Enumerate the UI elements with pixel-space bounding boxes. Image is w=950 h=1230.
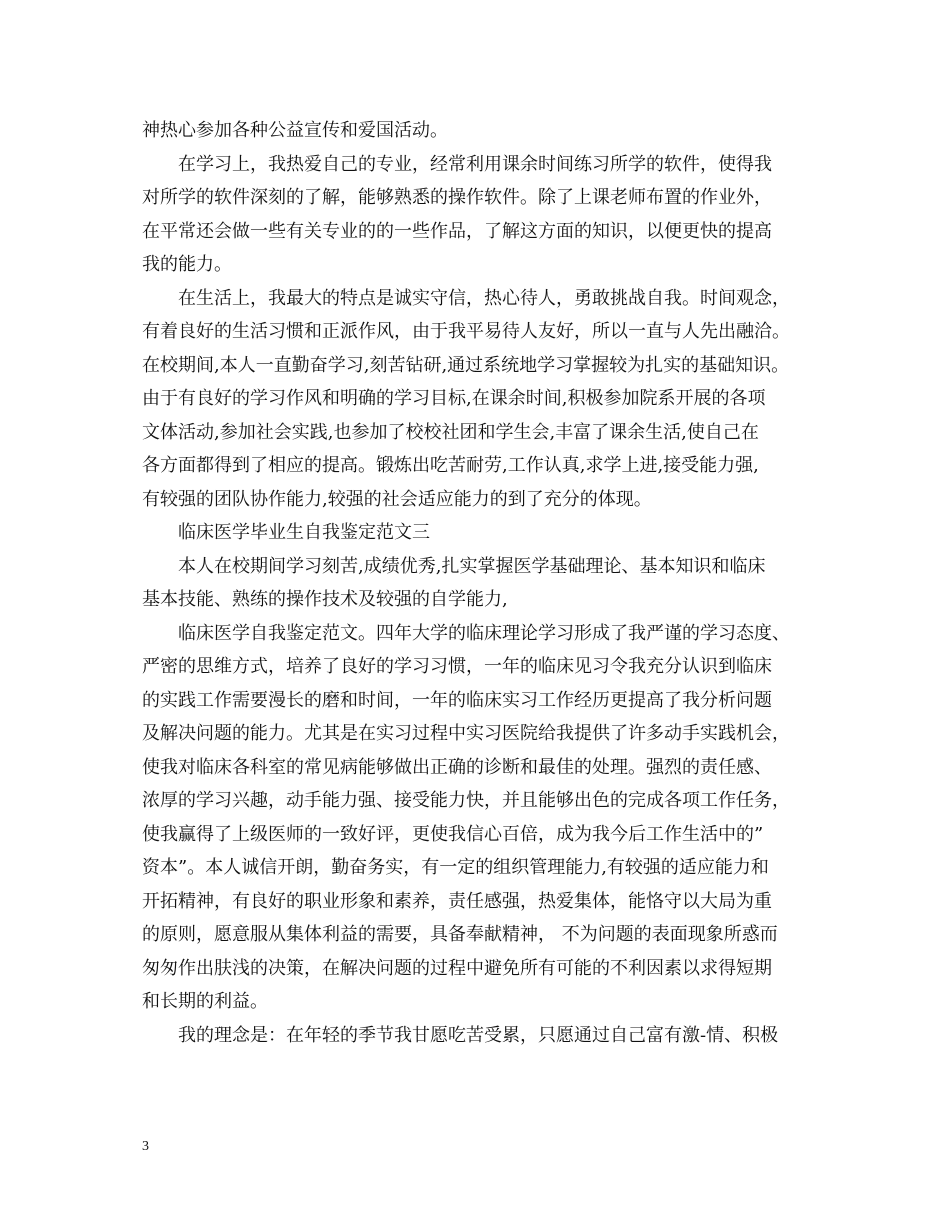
text-line: 本人在校期间学习刻苦,成绩优秀,扎实掌握医学基础理论、基本知识和临床 [178,555,766,577]
text-line: 使我赢得了上级医师的一致好评，更使我信心百倍，成为我今后工作生活中的” [142,823,764,845]
text-line: 文体活动,参加社会实践,也参加了校校社团和学生会,丰富了课余生活,使自己在 [142,421,759,443]
text-line: 使我对临床各科室的常见病能够做出正确的诊断和最佳的处理。强烈的责任感、 [142,756,772,778]
text-line: 临床医学毕业生自我鉴定范文三 [178,522,430,543]
text-line: 及解决问题的能力。尤其是在实习过程中实习医院给我提供了许多动手实践机会， [142,723,790,744]
text-line: 在生活上，我最大的特点是诚实守信，热心待人，勇敢挑战自我。时间观念， [178,287,790,309]
text-line: 各方面都得到了相应的提高。锻炼出吃苦耐劳,工作认真,求学上进,接受能力强, [142,455,759,476]
page-number: 3 [142,1139,149,1154]
text-line: 开拓精神，有良好的职业形象和素养，责任感强，热爱集体，能恪守以大局为重 [142,890,772,912]
text-line: 匆匆作出肤浅的决策，在解决问题的过程中避免所有可能的不利因素以求得短期 [142,957,772,979]
text-line: 我的能力。 [142,254,232,275]
text-line: 资本”。本人诚信开朗，勤奋务实，有一定的组织管理能力,有较强的适应能力和 [142,857,769,878]
text-line: 对所学的软件深刻的了解，能够熟悉的操作软件。除了上课老师布置的作业外， [142,187,772,208]
text-line: 有较强的团队协作能力,较强的社会适应能力的到了充分的体现。 [142,488,652,510]
text-line: 的实践工作需要漫长的磨和时间，一年的临床实习工作经历更提高了我分析问题 [142,689,772,711]
text-line: 在学习上，我热爱自己的专业，经常利用课余时间练习所学的软件，使得我 [178,153,772,175]
text-line: 有着良好的生活习惯和正派作风，由于我平易待人友好，所以一直与人先出融洽。 [142,321,790,342]
text-line: 临床医学自我鉴定范文。四年大学的临床理论学习形成了我严谨的学习态度、 [178,622,790,644]
document-body [142,114,822,1052]
text-line: 和长期的利益。 [142,991,268,1012]
text-line: 神热心参加各种公益宣传和爱国活动。 [142,120,448,141]
text-line: 严密的思维方式，培养了良好的学习习惯，一年的临床见习令我充分认识到临床 [142,656,772,677]
text-line: 我的理念是：在年轻的季节我甘愿吃苦受累，只愿通过自己富有激-情、积极 [178,1024,779,1046]
text-line: 浓厚的学习兴趣，动手能力强、接受能力快，并且能够出色的完成各项工作任务， [142,790,790,811]
text-line: 在校期间,本人一直勤奋学习,刻苦钻研,通过系统地学习掌握较为扎实的基础知识。 [142,354,790,376]
text-line: 的原则，愿意服从集体利益的需要，具备奉献精神， 不为问题的表面现象所惑而 [142,924,778,945]
text-line: 由于有良好的学习作风和明确的学习目标,在课余时间,积极参加院系开展的各项 [142,388,766,409]
text-line: 在平常还会做一些有关专业的的一些作品，了解这方面的知识，以便更快的提高 [142,220,772,242]
text-line: 基本技能、熟练的操作技术及较强的自学能力, [142,589,508,610]
